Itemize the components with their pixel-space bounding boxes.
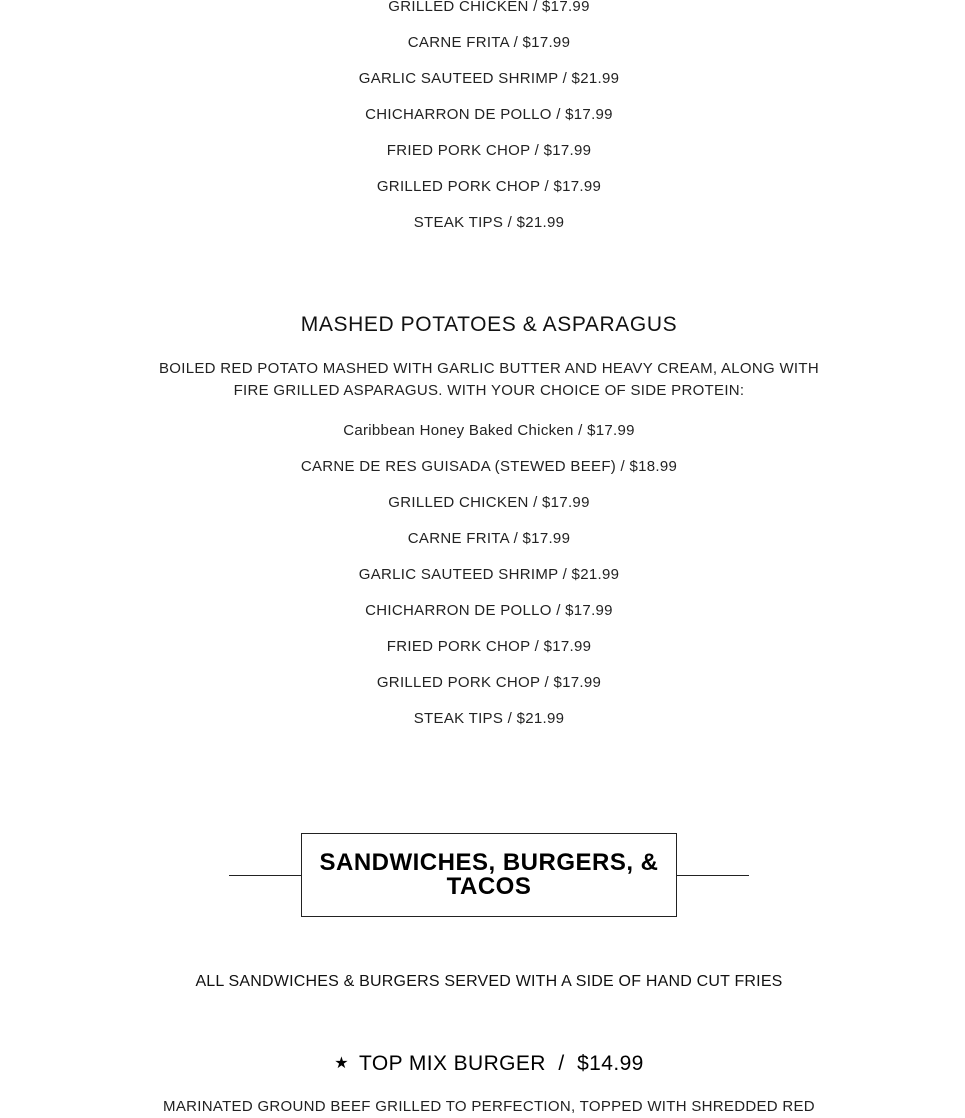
menu-item-separator: /: [558, 1052, 565, 1075]
protein-item: FRIED PORK CHOP / $17.99: [386, 142, 592, 159]
star-icon: ★: [334, 1055, 350, 1072]
protein-item: STEAK TIPS / $21.99: [413, 214, 565, 231]
protein-item: GRILLED PORK CHOP / $17.99: [376, 178, 602, 195]
protein-item: CARNE FRITA / $17.99: [407, 530, 571, 547]
protein-item: CHICHARRON DE POLLO / $17.99: [365, 602, 613, 619]
dish-title: MASHED POTATOES & ASPARAGUS: [300, 313, 678, 336]
section-title: SANDWICHES, BURGERS, & TACOS: [319, 849, 659, 900]
protein-list-mashed: [0, 418, 965, 742]
protein-item: GRILLED CHICKEN / $17.99: [388, 0, 590, 15]
protein-item: Caribbean Honey Baked Chicken / $17.99: [343, 422, 635, 439]
section-heading-box: [301, 833, 677, 917]
protein-item: FRIED PORK CHOP / $17.99: [386, 638, 592, 655]
protein-item: GRILLED CHICKEN / $17.99: [388, 494, 590, 511]
menu-item-description: MARINATED GROUND BEEF GRILLED TO PERFECTION, TOPPED WITH SHREDDED RED: [163, 1098, 815, 1115]
protein-item: GARLIC SAUTEED SHRIMP / $21.99: [358, 566, 620, 583]
section-divider-left: [229, 875, 302, 876]
section-divider-right: [676, 875, 749, 876]
protein-item: CHICHARRON DE POLLO / $17.99: [365, 106, 613, 123]
protein-item: GRILLED PORK CHOP / $17.99: [376, 674, 602, 691]
protein-list-top: [0, 0, 965, 246]
protein-item: CARNE FRITA / $17.99: [407, 34, 571, 51]
menu-item-heading: [0, 1052, 965, 1076]
section-note: ALL SANDWICHES & BURGERS SERVED WITH A SIDE OF HAND CUT FRIES: [195, 973, 783, 990]
protein-item: CARNE DE RES GUISADA (STEWED BEEF) / $18.99: [300, 458, 678, 475]
menu-item-name: TOP MIX BURGER: [359, 1052, 546, 1075]
protein-item: GARLIC SAUTEED SHRIMP / $21.99: [358, 70, 620, 87]
protein-item: STEAK TIPS / $21.99: [413, 710, 565, 727]
dish-description: BOILED RED POTATO MASHED WITH GARLIC BUTTER AND HEAVY CREAM, ALONG WITH FIRE GRILLED ASPARAGUS. WITH YOUR CHOICE OF SIDE PROTEIN:: [158, 360, 819, 399]
menu-item-price: $14.99: [577, 1052, 644, 1075]
